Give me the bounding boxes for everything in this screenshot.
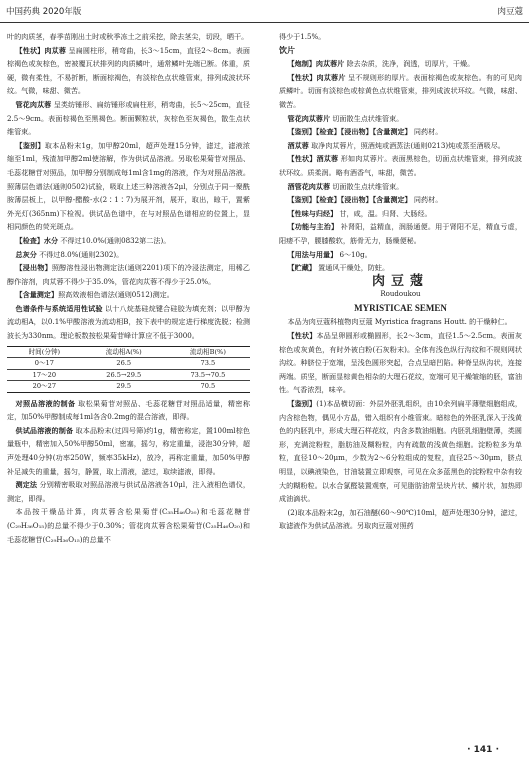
gradient-table	[7, 346, 250, 393]
section-heading-decoction-pieces: 饮片	[279, 44, 295, 55]
paragraph: 得少于1.5%。	[279, 32, 326, 41]
table-header: 流动相A(%)	[82, 346, 166, 358]
table-header: 时间(分钟)	[7, 346, 82, 358]
paragraph-extract: 【浸出物】照醇溶性浸出物测定法(通则2201)项下的冷浸法测定，用稀乙醇作溶剂，肉苁蓉不得少于35.0%，管花肉苁蓉不得少于25.0%。	[7, 263, 251, 286]
paragraph-description: 【性状】本品呈卵圆形或椭圆形，长2～3cm，直径1.5～2.5cm。表面灰棕色或灰黄色，有时外被白粉(石灰粉末)。全体有浅色纵行沟纹和不规则网状沟纹。种脐位于宽端，呈浅色圆形突起，合点呈暗凹陷。种脊呈纵沟状，连接两端。质坚，断面显棕黄色相杂的大理石花纹，宽端可见干燥皱缩的胚，富油性。气香浓烈，味辛。	[279, 331, 522, 395]
paragraph-description-variant: 管花肉苁蓉 呈类纺锤形、扁纺锤形或扁柱形，稍弯曲，长5～25cm，直径2.5～9cm。表面棕褐色至黑褐色。断面颗粒状，灰棕色至灰褐色，散生点状维管束。	[7, 99, 250, 137]
paragraph-dosage: 【用法与用量】 6～10g。	[287, 249, 372, 259]
paragraph-description: 【性状】肉苁蓉片 呈不规则形的厚片。表面棕褐色或灰棕色。有的可见肉质鳞叶。切面有淡棕色或棕黄色点状维管束，排列成波状环纹。气微，味甜、微苦。	[279, 72, 522, 109]
paragraph-functions: 【功能与主治】 补肾阳，益精血，润肠通便。用于肾阳不足，精血亏虚，阳痿不孕，腰膝酸软，筋骨无力，肠燥便秘。	[279, 222, 523, 245]
paragraph-chromatography: 色谱条件与系统适用性试验 以十八烷基硅烷键合硅胶为填充剂；以甲醇为流动相A，以0.1%甲酸溶液为流动相B，按下表中的规定进行梯度洗脱；检测波长为330nm。理论板数按松果菊苷峰计算应不低于3000。	[7, 303, 251, 341]
paragraph-reference-solution: 对照品溶液的制备 取松果菊苷对照品、毛蕊花糖苷对照品适量，精密称定，加50%甲醇制成每1ml各含0.2mg的混合溶液，即得。	[7, 398, 251, 422]
right-column	[279, 30, 522, 533]
paragraph-description-wine-variant: 酒管花肉苁蓉 切面散生点状维管束。	[287, 181, 404, 191]
paragraph-description-wine: 【性状】酒苁蓉 形如肉苁蓉片。表面黑棕色，切面点状维管束，排列成波状环纹。质柔润。略有酒香气，味甜，微苦。	[279, 154, 523, 177]
paragraph-check-ash: 总灰分 不得过8.0%(通则2302)。	[15, 249, 124, 259]
table-row: 0～17 26.5 73.5	[7, 358, 250, 370]
monograph-title: 肉豆蔻	[371, 273, 429, 289]
running-header	[0, 0, 529, 23]
paragraph-processing: 【炮制】肉苁蓉片 除去杂质，洗净，润透，切厚片，干燥。	[287, 59, 475, 69]
page-number: · 141 ·	[467, 745, 499, 755]
paragraph-procedure: 测定法 分别精密吸取对照品溶液与供试品溶液各10μl，注入液相色谱仪，测定，即得。	[7, 480, 250, 503]
paragraph-test-solution: 供试品溶液的制备 取本品粉末(过四号筛)约1g，精密称定，置100ml棕色量瓶中，精密加入50%甲醇50ml，密塞，摇匀，称定重量，浸泡30分钟，超声处理40分钟(功率250W，频率35kHz)，放冷，再称定重量，加50%甲醇补足减失的重量，摇匀，静置，取上清液，滤过，取续滤液，即得。	[7, 425, 250, 476]
paragraph-wine-processed: 酒苁蓉 取净肉苁蓉片，照酒炖或酒蒸法(通则0213)炖或蒸至酒吸尽。	[287, 140, 505, 150]
header-entry-name: 肉豆蔻	[497, 7, 523, 17]
paragraph: 叶的肉质茎，春季苗刚出土时或秋季冻土之前采挖，除去茎尖，切段，晒干。	[7, 32, 249, 41]
table-header: 流动相B(%)	[166, 346, 250, 358]
monograph-latin-name: MYRISTICAE SEMEN	[354, 302, 447, 313]
paragraph-description: 【性状】肉苁蓉 呈扁圆柱形，稍弯曲，长3～15cm，直径2～8cm。表面棕褐色或灰棕色，密被覆瓦状排列的肉质鳞叶，通常鳞叶先端已断。体重，质硬，微有柔性，不易折断，断面棕褐色，有淡棕色点状维管束，排列成波状环纹。气微，味甜、微苦。	[7, 45, 251, 96]
header-book-title: 中国药典 2020年版	[6, 7, 82, 17]
paragraph-assay: 【含量测定】照高效液相色谱法(通则0512)测定。	[15, 290, 174, 300]
paragraph-identification: 【鉴别】取本品粉末1g，加甲醇20ml，超声处理15分钟，滤过，滤液浓缩至1ml，残渣加甲醇2ml使溶解，作为供试品溶液。另取松果菊苷对照品、毛蕊花糖苷对照品，加甲醇分别制成每1ml含1mg的溶液，作为对照品溶液。照薄层色谱法(通则0502)试验，吸取上述三种溶液各2μl，分别点于同一聚酰胺薄层板上，以甲醇-醋酸-水(2∶1∶7)为展开剂，展开，取出，晾干，置紫外光灯(365nm)下检视。供试品色谱中，在与对照品色谱相应的位置上，显相同颜色的荧光斑点。	[7, 140, 251, 232]
paragraph-same-as-crude: 【鉴别】【检查】【浸出物】【含量测定】 同药材。	[287, 195, 443, 205]
table-row: 20～27 29.5 70.5	[7, 381, 250, 393]
paragraph-nature-meridian: 【性味与归经】 甘，咸，温。归肾、大肠经。	[287, 208, 432, 218]
monograph-pinyin: Roudoukou	[380, 290, 421, 299]
table-row: 17～20 26.5→29.5 73.5→70.5	[7, 369, 250, 381]
paragraph-description-variant: 管花肉苁蓉片 切面散生点状维管束。	[287, 113, 404, 123]
paragraph-storage: 【贮藏】 置通风干燥处，防蛀。	[287, 263, 390, 273]
paragraph-identification: 【鉴别】(1)本品横切面：外层外胚乳组织，由10余列扁平薄壁细胞组成，内含棕色物，偶见小方晶，错入组织有小维管束。暗棕色的外胚乳深入于浅黄色的内胚乳中，形成大理石样花纹，内含多数油细胞。内胚乳细胞壁薄，类圆形，充满淀粉粒，脂肪油及糊粉粒，内有疏散的浅黄色细胞。淀粉粒多为单粒，直径10～20μm，少数为2～6分粒组成的复粒，直径25～30μm，脐点明显，以碘液染色，甘油装置立即观察，可见在众多蓝黑色的淀粉粒中杂有较大的糊粉粒。以水合氯醛装置观察，可见脂肪油常呈块片状、鳞片状，加热即成油滴状。	[279, 399, 523, 504]
paragraph-definition: 本品为肉豆蔻科植物肉豆蔻 Myristica fragrans Houtt. 的干燥种仁。	[287, 317, 512, 327]
paragraph-same-as-crude: 【鉴别】【检查】【浸出物】【含量测定】 同药材。	[287, 127, 443, 137]
left-column	[7, 30, 250, 546]
paragraph-identification-2: (2)取本品粉末2g，加石油醚(60～90℃)10ml，超声处理30分钟，滤过，取滤液作为供试品溶液。另取肉豆蔻对照药	[279, 507, 522, 531]
paragraph-check-water: 【检查】水分 不得过10.0%(通则0832第二法)。	[15, 235, 171, 245]
paragraph-limit: 本品按干燥品计算，肉苁蓉含松果菊苷(C₃₅H₄₆O₂₀)和毛蕊花糖苷(C₂₉H₃₆O₁₅)的总量不得少于0.30%；管花肉苁蓉含松果菊苷(C₃₅H₄₆O₂₀)和毛蕊花糖苷(C₂₉H₃₆O₁₅)的总量不	[7, 507, 250, 544]
